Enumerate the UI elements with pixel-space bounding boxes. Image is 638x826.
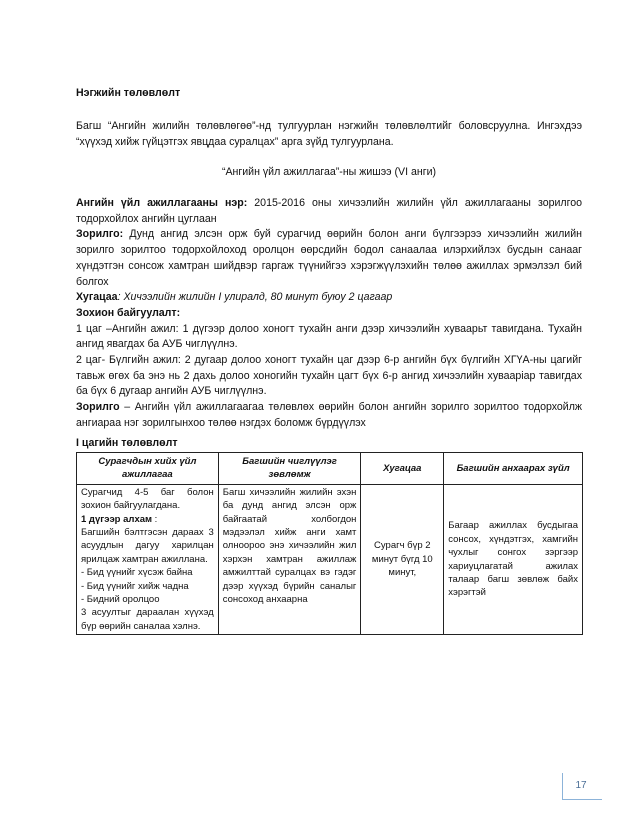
goal2-text: – Ангийн үйл ажиллагаагаа төлөвлөх өөрийн болон ангийн зорилго зорилтоо тодорхойлж ангиараа нэг зорилгынхоо төлөө нэгдэх боломж бүрдүүлэх	[76, 401, 582, 429]
step-label: 1 дүгээр алхам	[81, 513, 153, 525]
activity-body	[76, 196, 582, 432]
hour2-paragraph: 2 цаг- Бүлгийн ажил: 2 дугаар долоо хоногт тухайн цаг дээр 6-р ангийн бүх бүлгийн ХГҮА-ны цагийг тавьж өгөх ба энэ нь 2 дахь долоо хоногийн тухайн цагт бүх 6-р ангид хичээлийн хувааріар тавигдах ба бүх 6 дугаар ангийн АУБ чиглүүлнэ.	[76, 354, 582, 398]
time-label: Хугацаа	[76, 291, 118, 304]
header-student-activity: Сурагчдын хийх үйл ажиллагаа	[77, 453, 219, 485]
header-teacher-guidance: Багшийн чиглүүлэг зөвлөмж	[218, 453, 361, 485]
student-intro: Сурагчид 4-5 баг болон зохион байгуулагдана.	[81, 486, 214, 512]
activity-name-paragraph	[76, 196, 582, 227]
student-step: Багшийн бэлтгэсэн дараах 3 асуудлын дагуу харилцан ярилцаж хамтран ажиллана.	[81, 527, 214, 565]
step-colon: :	[152, 513, 158, 525]
activity-name-label: Ангийн үйл ажиллагааны нэр:	[76, 197, 248, 209]
organization-label: Зохион байгуулалт:	[76, 306, 181, 319]
step-line	[81, 513, 214, 526]
page-number: 17	[575, 780, 587, 791]
hour1-paragraph: 1 цаг –Ангийн ажил: 1 дүгээр долоо хоногт тухайн анги дээр хичээлийн хуваарьт тавигдана. Тухайн ангид явагдах ба АУБ чиглүүлнэ.	[76, 322, 582, 351]
example-title: “Ангийн үйл ажиллагаа”-ны жишээ (VI анги)	[221, 166, 437, 178]
student-item: - Бидний оролцоо	[81, 594, 160, 606]
table-row	[77, 484, 583, 634]
teacher-guidance-cell: Багш хичээлийн жилийн эхэн ба дунд ангид элсэн орж байгаатай холбогдон мэдээлэл хийж анги хамт олноороо энэ хичээлийн жил хэрхэн хамтран ажиллаж амжилттай суралцах вэ гэдэг дээр хүүхэд бүрийн саналыг сонсоход анхаарна	[218, 484, 361, 634]
student-item: - Бид үүнийг хүсэж байна	[81, 567, 193, 579]
plan-heading: I цагийн төлөвлөлт	[76, 437, 178, 449]
goal-label: Зорилго:	[76, 228, 124, 241]
duration-cell: Сурагч бүр 2 минут бүгд 10 минут,	[361, 484, 444, 634]
goal-paragraph	[76, 227, 582, 290]
student-item: - Бид үүнийг хийж чадна	[81, 580, 189, 592]
student-item: 3 асуултыг дараалан хүүхэд бүр өөрийн саналаа хэлнэ.	[81, 607, 214, 632]
header-duration: Хугацаа	[361, 453, 444, 485]
time-paragraph	[76, 290, 582, 306]
goal2-paragraph	[76, 400, 582, 431]
intro-paragraph: Багш “Ангийн жилийн төлөвлөгөө”-нд тулгуурлан нэгжийн төлөвлөлтийг боловсруулна. Ингэхдээ “хүүхэд хийж гүйцэтгэх явцдаа суралцах” арга зүйд тулгуурлана.	[76, 120, 582, 148]
goal-text: Дунд ангид элсэн орж буй сурагчид өөрийн болон анги бүлгээрээ хичээлийн жилийн зорилго зорилтоо тодорхойлоход оролцон өөрсдийн бодол санаалаа илэрхийлэх бусдын санааг хүндэтгэн сонсож хамтран шийдвэр гаргаж түүнийгээ хэрэгжүүлэхийн төлөө ажиллах эрмэлзэл бий болгох	[76, 228, 582, 288]
student-activity-cell	[77, 484, 219, 634]
table-header-row	[77, 453, 583, 485]
footer-rule-vertical	[562, 773, 563, 799]
header-teacher-notes: Багшийн анхаарах зүйл	[444, 453, 583, 485]
plan-table	[76, 452, 583, 635]
footer-rule-horizontal	[562, 799, 602, 800]
activity-name-text: 2015-2016 оны хичээлийн жилийн үйл ажиллагааны зорилгоо тодорхойлох ангийн цуглаан	[76, 197, 582, 225]
section-heading: Нэгжийн төлөвлөлт	[76, 87, 181, 99]
time-text: : Хичээлийн жилийн I улиралд, 80 минут буюу 2 цагаар	[117, 291, 393, 304]
goal2-label: Зорилго	[76, 401, 120, 414]
teacher-notes-cell: Багаар ажиллах бусдыгаа сонсох, хүндэтгэх, хамгийн чухлыг сонгох зэргээр хариуцлагатай ажилах талаар багш зөвлөж байх хэрэгтэй	[444, 484, 583, 634]
